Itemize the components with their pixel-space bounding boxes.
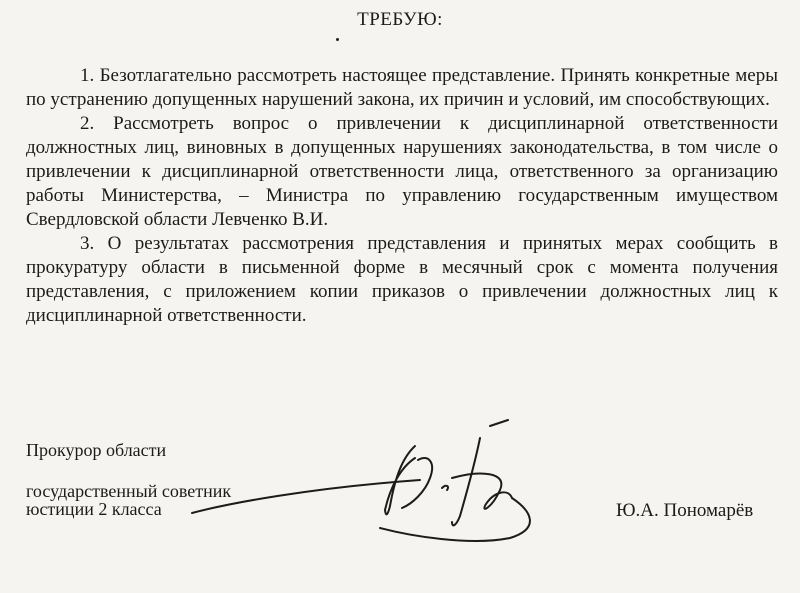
paragraph-2: 2. Рассмотреть вопрос о привлечении к дисциплинарной ответственности должностных лиц, виновных в допущенных нарушениях законодательства, в том числе о привлечении к дисциплинарной ответственности лица, ответственного за организацию работы Министерства, – Министра по управлению государственным имуществом Свердловской области Левченко В.И. (26, 113, 778, 230)
document-body (26, 64, 778, 328)
signer-rank-line-2: юстиции 2 класса (26, 499, 162, 519)
document-heading: ТРЕБУЮ: (357, 9, 443, 30)
handwritten-signature (190, 418, 550, 548)
paragraph-3: 3. О результатах рассмотрения представления и принятых мерах сообщить в прокуратуру области в письменной форме в месячный срок с момента получения представления, с приложением копии приказов о привлечении должностных лиц к дисциплинарной ответственности. (26, 233, 778, 326)
signer-position-title: Прокурор области (26, 440, 167, 460)
signer-rank-line-1: государственный советник (26, 481, 232, 501)
paragraph-1: 1. Безотлагательно рассмотреть настоящее представление. Принять конкретные меры по устранению допущенных нарушений закона, их причин и условий, им способствующих. (26, 65, 778, 110)
signer-name: Ю.А. Пономарёв (616, 500, 754, 521)
speck-mark (336, 38, 339, 41)
